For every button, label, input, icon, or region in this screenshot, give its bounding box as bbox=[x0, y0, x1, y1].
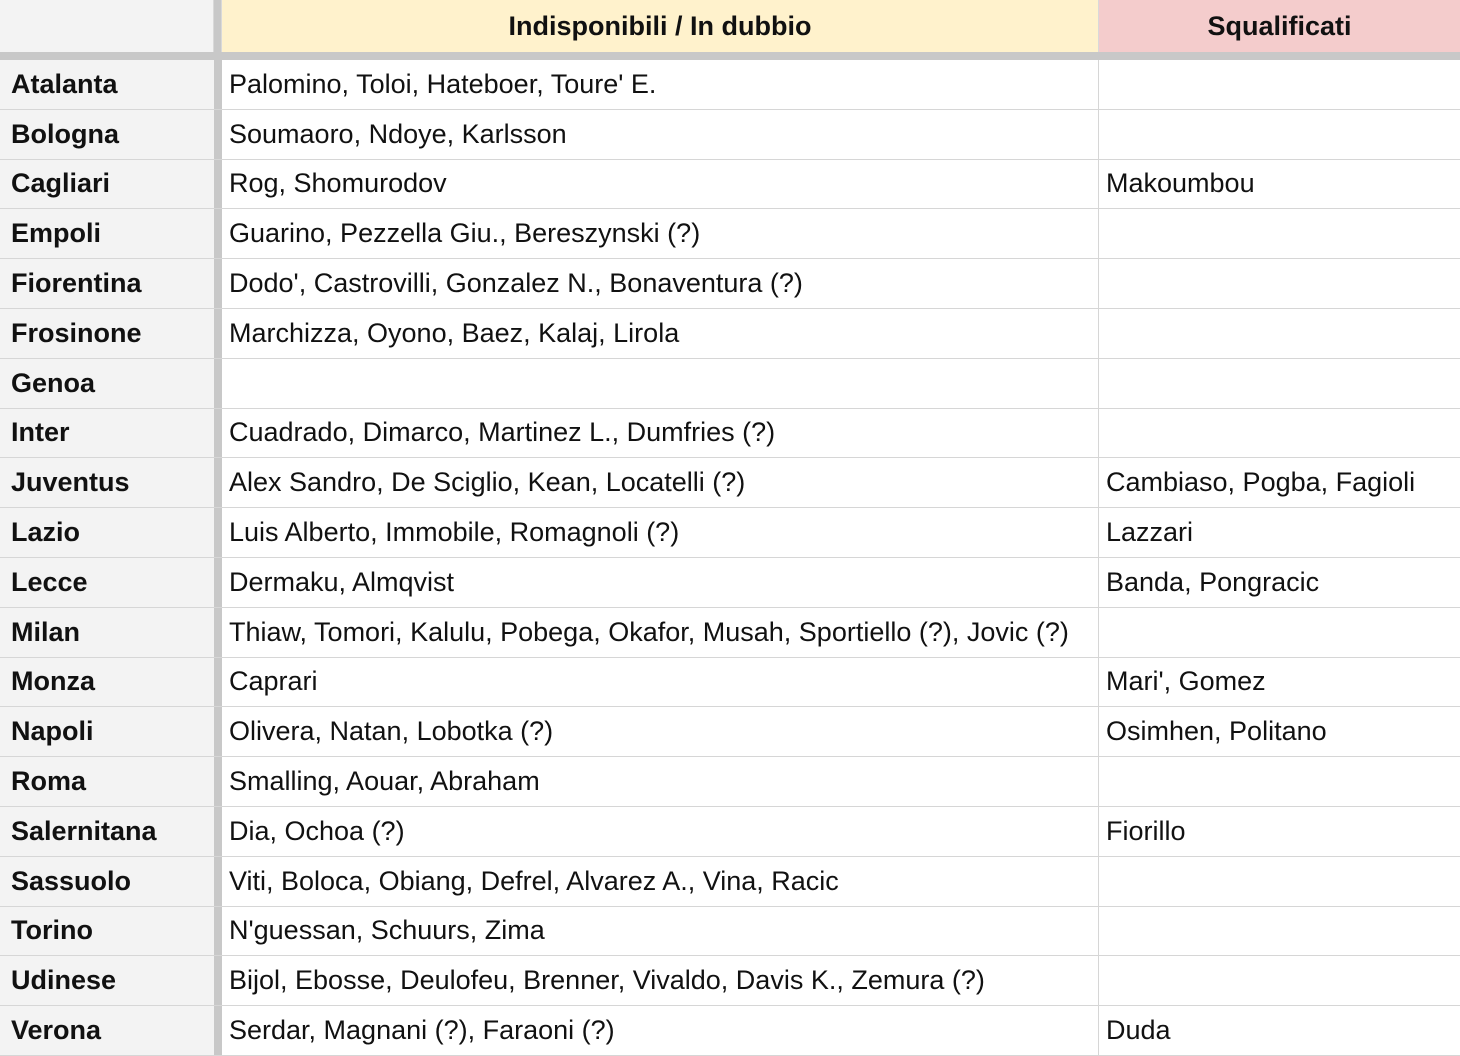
squalificati-cell[interactable] bbox=[1099, 907, 1460, 956]
team-name-cell[interactable]: Milan bbox=[0, 608, 214, 657]
team-name-cell[interactable]: Juventus bbox=[0, 458, 214, 507]
squalificati-cell[interactable]: Osimhen, Politano bbox=[1106, 716, 1327, 747]
indisponibili-cell[interactable]: Bijol, Ebosse, Deulofeu, Brenner, Vivaldo, Davis K., Zemura (?) bbox=[222, 956, 1099, 1005]
table-row bbox=[0, 608, 1460, 658]
table-row bbox=[0, 359, 1460, 409]
frozen-column-divider bbox=[214, 60, 222, 109]
frozen-column-divider bbox=[214, 0, 222, 52]
squalificati-cell[interactable] bbox=[1099, 259, 1460, 308]
table-row bbox=[0, 857, 1460, 907]
frozen-column-divider bbox=[214, 956, 222, 1005]
squalificati-cell[interactable] bbox=[1099, 608, 1460, 657]
frozen-column-divider bbox=[214, 658, 222, 707]
table-row bbox=[0, 757, 1460, 807]
table-row bbox=[0, 707, 1460, 757]
squalificati-cell[interactable]: Lazzari bbox=[1106, 517, 1194, 548]
squalificati-cell[interactable] bbox=[1099, 956, 1460, 1005]
squalificati-cell[interactable] bbox=[1099, 309, 1460, 358]
squalificati-cell[interactable]: Duda bbox=[1106, 1015, 1171, 1046]
team-name-cell[interactable]: Lazio bbox=[0, 508, 214, 557]
frozen-column-divider bbox=[214, 807, 222, 856]
frozen-column-divider bbox=[214, 508, 222, 557]
header-indisponibili[interactable]: Indisponibili / In dubbio bbox=[222, 0, 1099, 52]
frozen-row-divider bbox=[0, 52, 1460, 60]
table-row bbox=[0, 160, 1460, 210]
frozen-column-divider bbox=[214, 160, 222, 209]
squalificati-cell[interactable] bbox=[1099, 60, 1460, 109]
table-row bbox=[0, 259, 1460, 309]
squalificati-cell[interactable] bbox=[1099, 757, 1460, 806]
squalificati-cell[interactable]: Cambiaso, Pogba, Fagioli bbox=[1106, 467, 1416, 498]
team-name-cell[interactable]: Roma bbox=[0, 757, 214, 806]
squalificati-cell[interactable]: Makoumbou bbox=[1106, 168, 1255, 199]
indisponibili-cell[interactable]: Olivera, Natan, Lobotka (?) bbox=[222, 707, 1099, 756]
table-row bbox=[0, 458, 1460, 508]
indisponibili-cell[interactable]: Marchizza, Oyono, Baez, Kalaj, Lirola bbox=[222, 309, 1099, 358]
header-row bbox=[0, 0, 1460, 52]
squalificati-cell[interactable] bbox=[1099, 857, 1460, 906]
indisponibili-cell[interactable]: Viti, Boloca, Obiang, Defrel, Alvarez A., Vina, Racic bbox=[222, 857, 1099, 906]
indisponibili-cell[interactable]: Rog, Shomurodov bbox=[222, 160, 1099, 209]
frozen-column-divider bbox=[214, 707, 222, 756]
frozen-column-divider bbox=[214, 110, 222, 159]
indisponibili-cell[interactable]: N'guessan, Schuurs, Zima bbox=[222, 907, 1099, 956]
table-row bbox=[0, 508, 1460, 558]
indisponibili-cell[interactable]: Cuadrado, Dimarco, Martinez L., Dumfries (?) bbox=[222, 409, 1099, 458]
table-row bbox=[0, 907, 1460, 957]
frozen-column-divider bbox=[214, 458, 222, 507]
team-name-cell[interactable]: Verona bbox=[0, 1006, 214, 1055]
team-name-cell[interactable]: Cagliari bbox=[0, 160, 214, 209]
frozen-column-divider bbox=[214, 857, 222, 906]
frozen-column-divider bbox=[214, 259, 222, 308]
frozen-column-divider bbox=[214, 558, 222, 607]
team-name-cell[interactable]: Lecce bbox=[0, 558, 214, 607]
indisponibili-cell[interactable]: Dermaku, Almqvist bbox=[222, 558, 1099, 607]
frozen-column-divider bbox=[214, 409, 222, 458]
table-row bbox=[0, 409, 1460, 459]
team-name-cell[interactable]: Fiorentina bbox=[0, 259, 214, 308]
table-row bbox=[0, 209, 1460, 259]
frozen-column-divider bbox=[214, 359, 222, 408]
indisponibili-cell[interactable]: Soumaoro, Ndoye, Karlsson bbox=[222, 110, 1099, 159]
squalificati-cell[interactable]: Fiorillo bbox=[1106, 815, 1186, 846]
table-row bbox=[0, 658, 1460, 708]
team-name-cell[interactable]: Frosinone bbox=[0, 309, 214, 358]
table-row bbox=[0, 309, 1460, 359]
team-name-cell[interactable]: Salernitana bbox=[0, 807, 214, 856]
table-row bbox=[0, 558, 1460, 608]
indisponibili-cell[interactable]: Thiaw, Tomori, Kalulu, Pobega, Okafor, Musah, Sportiello (?), Jovic (?) bbox=[222, 608, 1099, 657]
frozen-column-divider bbox=[214, 1006, 222, 1055]
squalificati-cell[interactable] bbox=[1099, 359, 1460, 408]
indisponibili-cell[interactable]: Serdar, Magnani (?), Faraoni (?) bbox=[222, 1006, 1099, 1055]
frozen-column-divider bbox=[214, 757, 222, 806]
table-row bbox=[0, 1006, 1460, 1056]
indisponibili-cell[interactable]: Dodo', Castrovilli, Gonzalez N., Bonaventura (?) bbox=[222, 259, 1099, 308]
frozen-column-divider bbox=[214, 309, 222, 358]
frozen-column-divider bbox=[214, 209, 222, 258]
indisponibili-cell[interactable]: Palomino, Toloi, Hateboer, Toure' E. bbox=[222, 60, 1099, 109]
squalificati-cell[interactable] bbox=[1099, 209, 1460, 258]
table-row bbox=[0, 956, 1460, 1006]
frozen-column-divider bbox=[214, 907, 222, 956]
table-row bbox=[0, 807, 1460, 857]
indisponibili-cell[interactable] bbox=[222, 359, 1099, 408]
header-corner-cell[interactable] bbox=[0, 0, 214, 52]
team-name-cell[interactable]: Udinese bbox=[0, 956, 214, 1005]
indisponibili-cell[interactable]: Caprari bbox=[222, 658, 1099, 707]
team-name-cell[interactable]: Bologna bbox=[0, 110, 214, 159]
indisponibili-cell[interactable]: Smalling, Aouar, Abraham bbox=[222, 757, 1099, 806]
header-squalificati[interactable]: Squalificati bbox=[1099, 0, 1460, 52]
squalificati-cell[interactable]: Mari', Gomez bbox=[1106, 666, 1266, 697]
table-row bbox=[0, 110, 1460, 160]
frozen-column-divider bbox=[214, 608, 222, 657]
squalificati-cell[interactable] bbox=[1099, 110, 1460, 159]
indisponibili-cell[interactable]: Luis Alberto, Immobile, Romagnoli (?) bbox=[222, 508, 1099, 557]
indisponibili-cell[interactable]: Guarino, Pezzella Giu., Bereszynski (?) bbox=[222, 209, 1099, 258]
team-name-cell[interactable]: Atalanta bbox=[0, 60, 214, 109]
team-name-cell[interactable]: Sassuolo bbox=[0, 857, 214, 906]
table-row bbox=[0, 60, 1460, 110]
team-name-cell[interactable]: Napoli bbox=[0, 707, 214, 756]
team-name-cell[interactable]: Genoa bbox=[0, 359, 214, 408]
squalificati-cell[interactable]: Banda, Pongracic bbox=[1106, 566, 1320, 597]
squalificati-cell[interactable] bbox=[1099, 409, 1460, 458]
team-name-cell[interactable]: Monza bbox=[0, 658, 214, 707]
team-name-cell[interactable]: Empoli bbox=[0, 209, 214, 258]
team-name-cell[interactable]: Torino bbox=[0, 907, 214, 956]
team-name-cell[interactable]: Inter bbox=[0, 409, 214, 458]
indisponibili-cell[interactable]: Alex Sandro, De Sciglio, Kean, Locatelli (?) bbox=[222, 458, 1099, 507]
indisponibili-cell[interactable]: Dia, Ochoa (?) bbox=[222, 807, 1099, 856]
table-body bbox=[0, 60, 1460, 1056]
